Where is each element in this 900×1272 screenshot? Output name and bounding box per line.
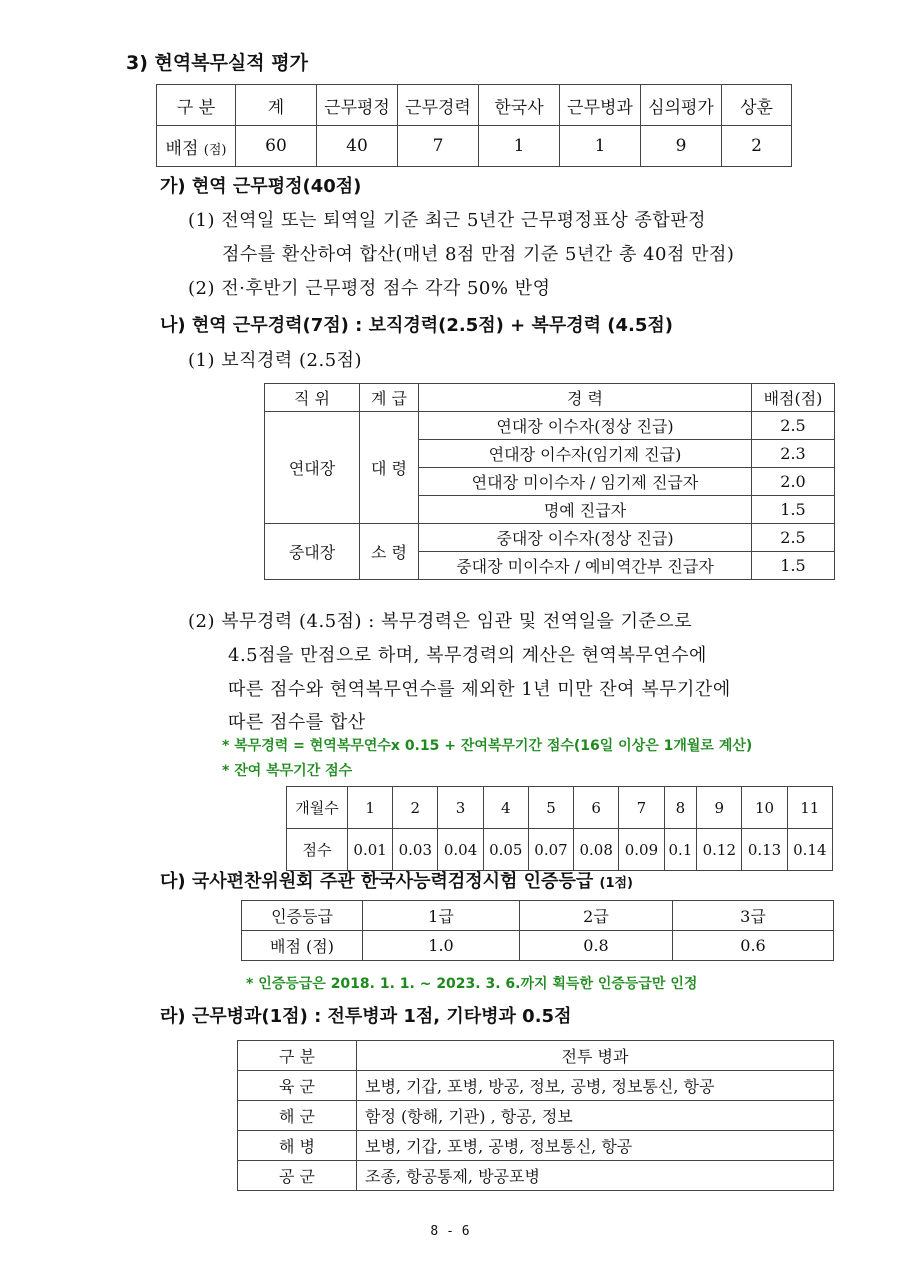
section-ra-title: 라) 근무병과(1점) : 전투병과 1점, 기타병과 0.5점	[160, 1006, 572, 1027]
certification-note: * 인증등급은 2018. 1. 1. ~ 2023. 3. 6.까지 획득한 인증등급만 인정	[246, 976, 698, 992]
table-row	[238, 1131, 834, 1161]
score-cell: 1.5	[752, 552, 835, 580]
score-cell: 0.05	[483, 829, 528, 871]
month-cell: 5	[528, 787, 573, 829]
month-cell: 4	[483, 787, 528, 829]
page-number: 8 - 6	[430, 1224, 470, 1239]
section-da-title	[160, 867, 633, 893]
career-cell: 명예 진급자	[419, 496, 752, 524]
value-cell: 1	[560, 126, 641, 167]
table-row	[238, 1161, 834, 1191]
ga-paragraph-1a: (1) 전역일 또는 퇴역일 기준 최근 5년간 근무평정표상 종합판정	[188, 210, 707, 231]
ga-paragraph-1b: 점수를 환산하여 합산(매년 8점 만점 기준 5년간 총 40점 만점)	[222, 244, 735, 265]
combat-branch-cell: 함정 (항해, 기관) , 항공, 정보	[357, 1101, 834, 1131]
value-cell: 0.6	[673, 931, 834, 961]
score-table-header-row	[157, 85, 792, 126]
header-cell: 근무병과	[560, 85, 641, 126]
header-cell: 전투 병과	[357, 1041, 834, 1071]
header-cell: 인증등급	[242, 901, 363, 931]
months-row	[287, 787, 833, 829]
na-paragraph-2d: 따른 점수를 합산	[228, 712, 366, 733]
value-cell: 2	[722, 126, 792, 167]
branch-cell: 해 병	[238, 1131, 357, 1161]
month-cell: 6	[574, 787, 619, 829]
section-ga-title: 가) 현역 근무평정(40점)	[160, 176, 362, 197]
month-cell: 2	[393, 787, 438, 829]
branch-cell: 공 군	[238, 1161, 357, 1191]
header-cell: 계	[236, 85, 317, 126]
certification-header-row	[242, 901, 834, 931]
score-cell: 0.12	[697, 829, 742, 871]
combat-branch-cell: 보병, 기갑, 포병, 공병, 정보통신, 항공	[357, 1131, 834, 1161]
rank-cell: 소 령	[360, 524, 419, 580]
value-cell: 9	[641, 126, 722, 167]
certification-table	[241, 900, 834, 961]
score-table-value-row	[157, 126, 792, 167]
header-cell: 한국사	[479, 85, 560, 126]
header-cell: 계 급	[360, 384, 419, 412]
row-label: 배점	[165, 138, 199, 159]
month-cell: 9	[697, 787, 742, 829]
month-cell: 10	[742, 787, 787, 829]
header-cell: 구 분	[157, 85, 236, 126]
row-unit: (점)	[203, 142, 227, 158]
career-table	[264, 383, 835, 580]
month-cell: 8	[664, 787, 697, 829]
header-cell: 1급	[363, 901, 520, 931]
career-cell: 연대장 미이수자 / 임기제 진급자	[419, 468, 752, 496]
na-paragraph-2b: 4.5점을 만점으로 하며, 복무경력의 계산은 현역복무연수에	[228, 645, 707, 666]
career-cell: 중대장 미이수자 / 예비역간부 진급자	[419, 552, 752, 580]
month-cell: 1	[348, 787, 393, 829]
month-cell: 3	[438, 787, 483, 829]
header-cell: 심의평가	[641, 85, 722, 126]
score-cell: 2.0	[752, 468, 835, 496]
certification-value-row	[242, 931, 834, 961]
score-cell: 2.3	[752, 440, 835, 468]
header-cell: 경 력	[419, 384, 752, 412]
combat-branch-cell: 조종, 항공통제, 방공포병	[357, 1161, 834, 1191]
header-cell: 배점(점)	[752, 384, 835, 412]
table-row	[265, 524, 835, 552]
position-cell: 중대장	[265, 524, 360, 580]
career-cell: 중대장 이수자(정상 진급)	[419, 524, 752, 552]
table-row	[238, 1101, 834, 1131]
score-cell: 2.5	[752, 524, 835, 552]
header-cell: 직 위	[265, 384, 360, 412]
row-label-cell	[157, 126, 236, 167]
score-cell: 0.07	[528, 829, 573, 871]
table-row	[238, 1071, 834, 1101]
position-cell: 연대장	[265, 412, 360, 524]
value-cell: 0.8	[520, 931, 673, 961]
row-label-cell: 배점 (점)	[242, 931, 363, 961]
score-cell: 0.01	[348, 829, 393, 871]
value-cell: 7	[398, 126, 479, 167]
remaining-period-note: * 잔여 복무기간 점수	[222, 763, 353, 779]
branch-cell: 해 군	[238, 1101, 357, 1131]
month-cell: 7	[619, 787, 664, 829]
value-cell: 60	[236, 126, 317, 167]
career-cell: 연대장 이수자(정상 진급)	[419, 412, 752, 440]
header-cell: 근무평정	[317, 85, 398, 126]
branch-cell: 육 군	[238, 1071, 357, 1101]
table-row	[265, 412, 835, 440]
da-title-suffix: (1점)	[599, 876, 633, 891]
score-cell: 2.5	[752, 412, 835, 440]
branch-header-row	[238, 1041, 834, 1071]
remaining-months-table	[286, 786, 833, 871]
header-cell: 구 분	[238, 1041, 357, 1071]
section-3-title: 3) 현역복무실적 평가	[126, 52, 308, 74]
service-formula-note: * 복무경력 = 현역복무연수x 0.15 + 잔여복무기간 점수(16일 이상은 1개월로 계산)	[222, 738, 753, 754]
ga-paragraph-2: (2) 전·후반기 근무평정 점수 각각 50% 반영	[188, 278, 551, 299]
score-cell: 0.1	[664, 829, 697, 871]
header-cell: 2급	[520, 901, 673, 931]
score-cell: 1.5	[752, 496, 835, 524]
value-cell: 40	[317, 126, 398, 167]
rank-cell: 대 령	[360, 412, 419, 524]
na-paragraph-1: (1) 보직경력 (2.5점)	[188, 350, 363, 371]
score-cell: 0.09	[619, 829, 664, 871]
section-na-title: 나) 현역 근무경력(7점) : 보직경력(2.5점) + 복무경력 (4.5점)	[160, 315, 674, 336]
career-table-header-row	[265, 384, 835, 412]
header-cell: 근무경력	[398, 85, 479, 126]
score-cell: 0.03	[393, 829, 438, 871]
na-paragraph-2a: (2) 복무경력 (4.5점) : 복무경력은 임관 및 전역일을 기준으로	[188, 611, 693, 632]
header-cell: 상훈	[722, 85, 792, 126]
scores-row	[287, 829, 833, 871]
score-cell: 0.04	[438, 829, 483, 871]
value-cell: 1.0	[363, 931, 520, 961]
combat-branch-cell: 보병, 기갑, 포병, 방공, 정보, 공병, 정보통신, 항공	[357, 1071, 834, 1101]
na-paragraph-2c: 따른 점수와 현역복무연수를 제외한 1년 미만 잔여 복무기간에	[228, 679, 731, 700]
score-table	[156, 84, 792, 167]
career-cell: 연대장 이수자(임기제 진급)	[419, 440, 752, 468]
branch-table	[237, 1040, 834, 1191]
score-cell: 0.14	[787, 829, 832, 871]
score-cell: 0.13	[742, 829, 787, 871]
row-label-cell: 개월수	[287, 787, 348, 829]
score-cell: 0.08	[574, 829, 619, 871]
row-label-cell: 점수	[287, 829, 348, 871]
da-title-text: 다) 국사편찬위원회 주관 한국사능력검정시험 인증등급	[160, 871, 594, 892]
month-cell: 11	[787, 787, 832, 829]
header-cell: 3급	[673, 901, 834, 931]
value-cell: 1	[479, 126, 560, 167]
